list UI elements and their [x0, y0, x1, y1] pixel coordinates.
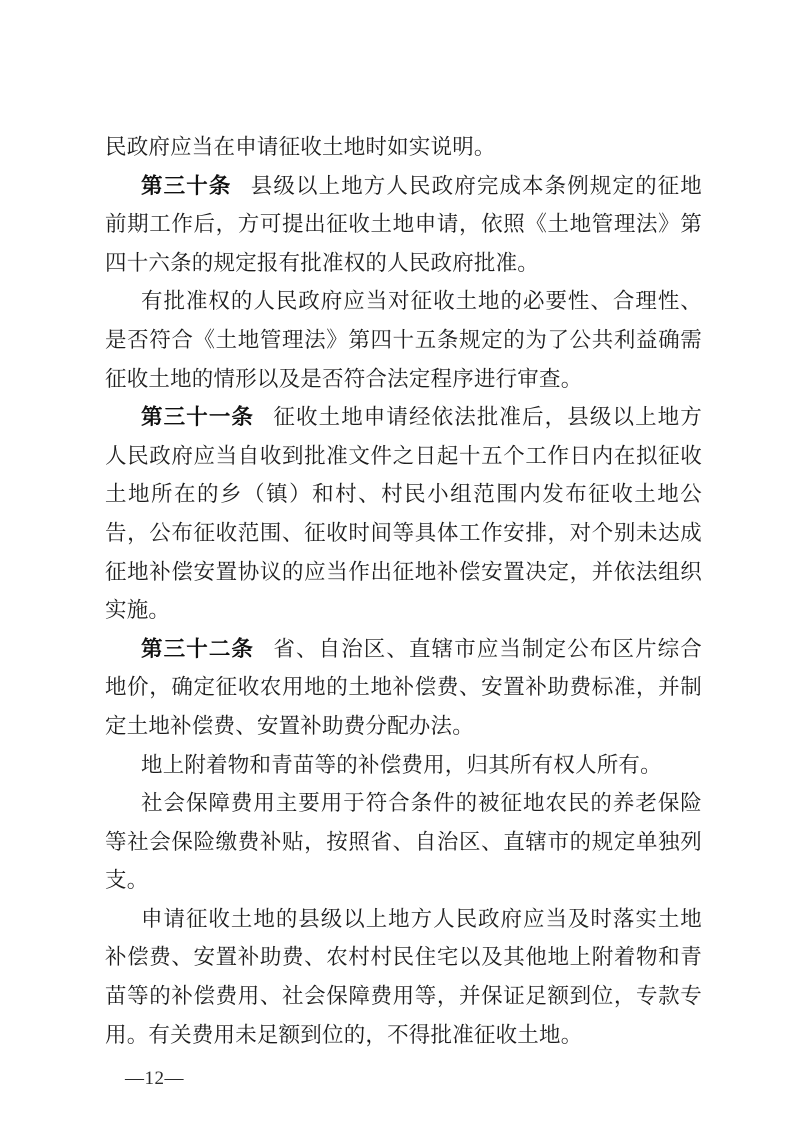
paragraph-text: 民政府应当在申请征收土地时如实说明。 — [105, 135, 496, 159]
paragraph — [105, 398, 702, 630]
paragraph-text: 申请征收土地的县级以上地方人民政府应当及时落实土地补偿费、安置补助费、农村村民住宅以及其他地上附着物和青苗等的补偿费用、社会保障费用等，并保证足额到位，专款专用。有关费用未足额到位的，不得批准征收土地。 — [105, 906, 702, 1047]
paragraph-text: 有批准权的人民政府应当对征收土地的必要性、合理性、是否符合《土地管理法》第四十五条规定的为了公共利益确需征收土地的情形以及是否符合法定程序进行审查。 — [105, 289, 702, 391]
paragraph — [105, 282, 702, 398]
paragraph-text: 征收土地申请经依法批准后，县级以上地方人民政府应当自收到批准文件之日起十五个工作日内在拟征收土地所在的乡（镇）和村、村民小组范围内发布征收土地公告，公布征收范围、征收时间等具体工作安排，对个别未达成征地补偿安置协议的应当作出征地补偿安置决定，并依法组织实施。 — [105, 405, 702, 623]
article-number: 第三十一条 — [141, 405, 255, 430]
document-body — [105, 128, 702, 1054]
paragraph — [105, 630, 702, 746]
paragraph-text: 地上附着物和青苗等的补偿费用，归其所有权人所有。 — [141, 752, 662, 777]
paragraph — [105, 900, 702, 1054]
paragraph-text: 省、自治区、直辖市应当制定公布区片综合地价，确定征收农用地的土地补偿费、安置补助费标准，并制定土地补偿费、安置补助费分配办法。 — [105, 636, 702, 738]
paragraph-text: 社会保障费用主要用于符合条件的被征地农民的养老保险等社会保险缴费补贴，按照省、自治区、直辖市的规定单独列支。 — [105, 791, 702, 893]
paragraph — [105, 784, 702, 900]
paragraph — [105, 746, 702, 785]
paragraph — [105, 128, 702, 167]
paragraph-text: 县级以上地方人民政府完成本条例规定的征地前期工作后，方可提出征收土地申请，依照《土地管理法》第四十六条的规定报有批准权的人民政府批准。 — [105, 173, 702, 275]
article-number: 第三十二条 — [141, 636, 255, 661]
page-number: —12— — [125, 1068, 184, 1089]
paragraph — [105, 167, 702, 283]
article-number: 第三十条 — [141, 173, 232, 198]
